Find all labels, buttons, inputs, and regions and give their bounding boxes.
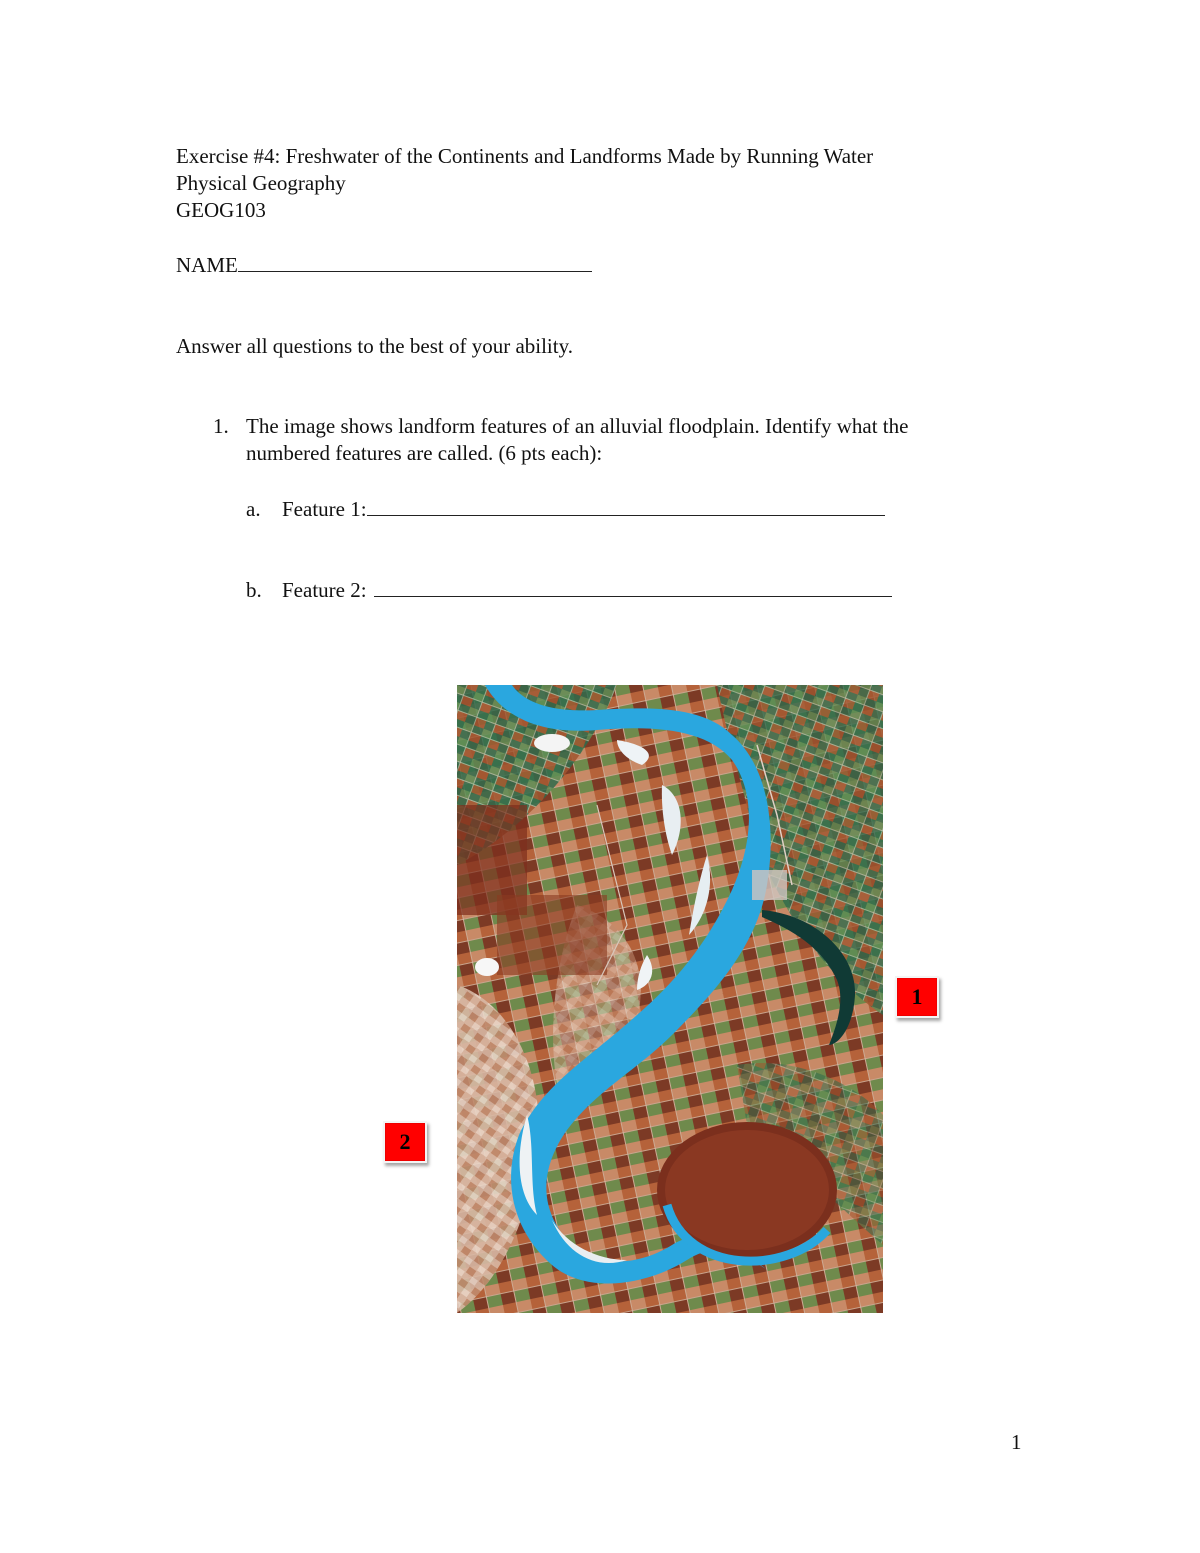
question-text-line2: numbered features are called. (6 pts each): <box>246 441 603 465</box>
item-label: Feature 1: <box>282 497 367 521</box>
answer-item-b[interactable] <box>246 576 892 604</box>
feature-2-marker: 2 <box>383 1121 427 1163</box>
name-blank[interactable] <box>238 251 592 272</box>
question-number: 1. <box>213 414 229 438</box>
item-label: Feature 2: <box>282 578 367 602</box>
page-number: 1 <box>1011 1430 1022 1454</box>
course-name: Physical Geography <box>176 171 346 195</box>
instructions: Answer all questions to the best of your ability. <box>176 334 573 358</box>
feature-1-marker: 1 <box>895 976 939 1018</box>
item-letter: b. <box>246 578 262 602</box>
name-label: NAME <box>176 253 238 277</box>
answer-blank[interactable] <box>367 495 885 516</box>
floodplain-aerial-image <box>457 685 883 1313</box>
answer-item-a[interactable] <box>246 495 885 523</box>
course-code: GEOG103 <box>176 198 266 222</box>
exercise-title: Exercise #4: Freshwater of the Continents and Landforms Made by Running Water <box>176 144 874 168</box>
question-text-line1: The image shows landform features of an alluvial floodplain. Identify what the <box>246 414 909 438</box>
name-field[interactable] <box>176 251 592 279</box>
answer-blank[interactable] <box>374 576 892 597</box>
item-letter: a. <box>246 497 261 521</box>
